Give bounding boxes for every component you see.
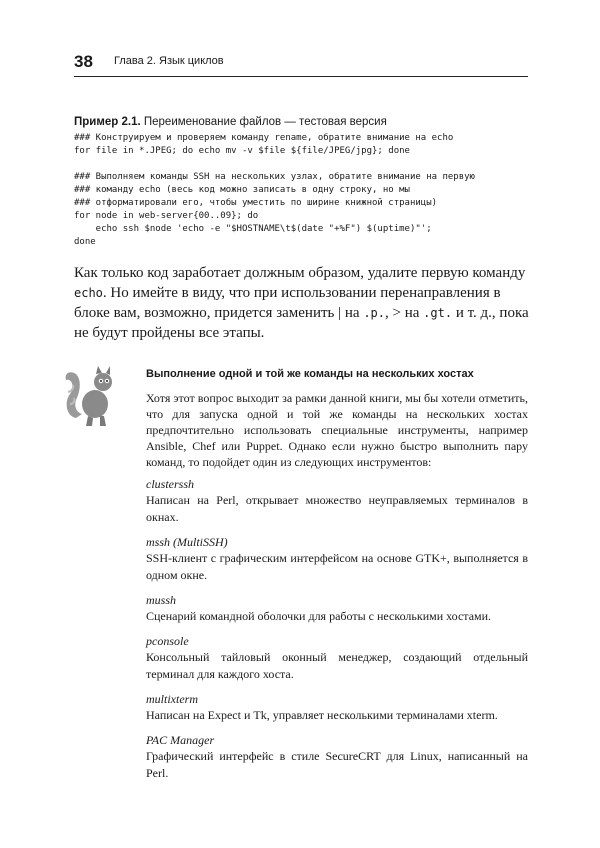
example-label: Пример 2.1. — [74, 116, 141, 128]
tool-description: Графический интерфейс в стиле SecureCRT для Linux, написанный на Perl. — [146, 749, 528, 780]
note-body: Хотя этот вопрос выходит за рамки данной книги, мы бы хотели отметить, что для запуска одной и той же команды на нескольких хостах предпочтительно использовать специальные инструменты, например Ansible, Chef или Puppet. Однако если нужно быстро выполнить пару команд, то подойдет один из следующих инструментов: — [146, 391, 528, 469]
tool-item — [146, 732, 528, 782]
tool-list — [146, 476, 528, 790]
tool-item — [146, 476, 528, 526]
paragraph-text-2: . Но имейте в виду, что при использовании перенаправления в блоке вам, возможно, придется заменить | на — [74, 285, 501, 321]
inline-code-gt: .gt. — [423, 306, 453, 320]
chapter-title: Глава 2. Язык циклов — [114, 55, 224, 67]
tool-item — [146, 534, 528, 584]
tool-description: Написан на Expect и Tk, управляет несколькими терминалами xterm. — [146, 708, 498, 722]
tool-description: Сценарий командной оболочки для работы с несколькими хостами. — [146, 609, 492, 623]
tool-item — [146, 691, 528, 724]
code-listing: ### Конструируем и проверяем команду rename, обратите внимание на echo for file in *.JPEG; do echo mv -v $file ${file/JPEG/jpg}; done ### Выполняем команды SSH на нескольких узлах, обратите внимание на первую ### команду echo (весь код можно записать в одну строку, но мы ### отформатировали его, чтобы уместить по ширине книжной страницы) for node in web-server{00..09}; do echo ssh $node 'echo -e "$HOSTNAME\t$(date "+%F") $(uptime)"'; done — [74, 133, 475, 247]
tool-name: PAC Manager — [146, 733, 215, 747]
note-title: Выполнение одной и той же команды на нескольких хостах — [146, 368, 474, 380]
page-number: 38 — [74, 52, 93, 71]
tool-name: pconsole — [146, 634, 189, 648]
tool-name: multixterm — [146, 692, 198, 706]
tool-description: Консольный тайловый оконный менеджер, создающий отдельный терминал для каждого хоста. — [146, 650, 528, 681]
paragraph-text-3: , > на — [385, 305, 424, 321]
example-caption: Переименование файлов — тестовая версия — [140, 116, 387, 128]
tool-item — [146, 592, 528, 625]
lemur-icon — [62, 358, 120, 428]
inline-code-echo: echo — [74, 286, 103, 300]
tool-item — [146, 633, 528, 683]
tool-name: mussh — [146, 593, 177, 607]
paragraph-text-4: и т. д., пока не будут пройдены все этапы. — [74, 305, 529, 341]
page-header — [74, 52, 528, 77]
tool-description: SSH-клиент с графическим интерфейсом на основе GTK+, выполняется в одном окне. — [146, 551, 528, 582]
tool-name: mssh (MultiSSH) — [146, 535, 228, 549]
tool-description: Написан на Perl, открывает множество неуправляемых терминалов в окнах. — [146, 493, 528, 524]
paragraph-text-1: Как только код заработает должным образом, удалите первую команду — [74, 265, 526, 281]
body-paragraph — [74, 263, 532, 343]
example-title — [74, 116, 387, 128]
tool-name: clusterssh — [146, 477, 194, 491]
inline-code-p: .p. — [363, 306, 386, 320]
